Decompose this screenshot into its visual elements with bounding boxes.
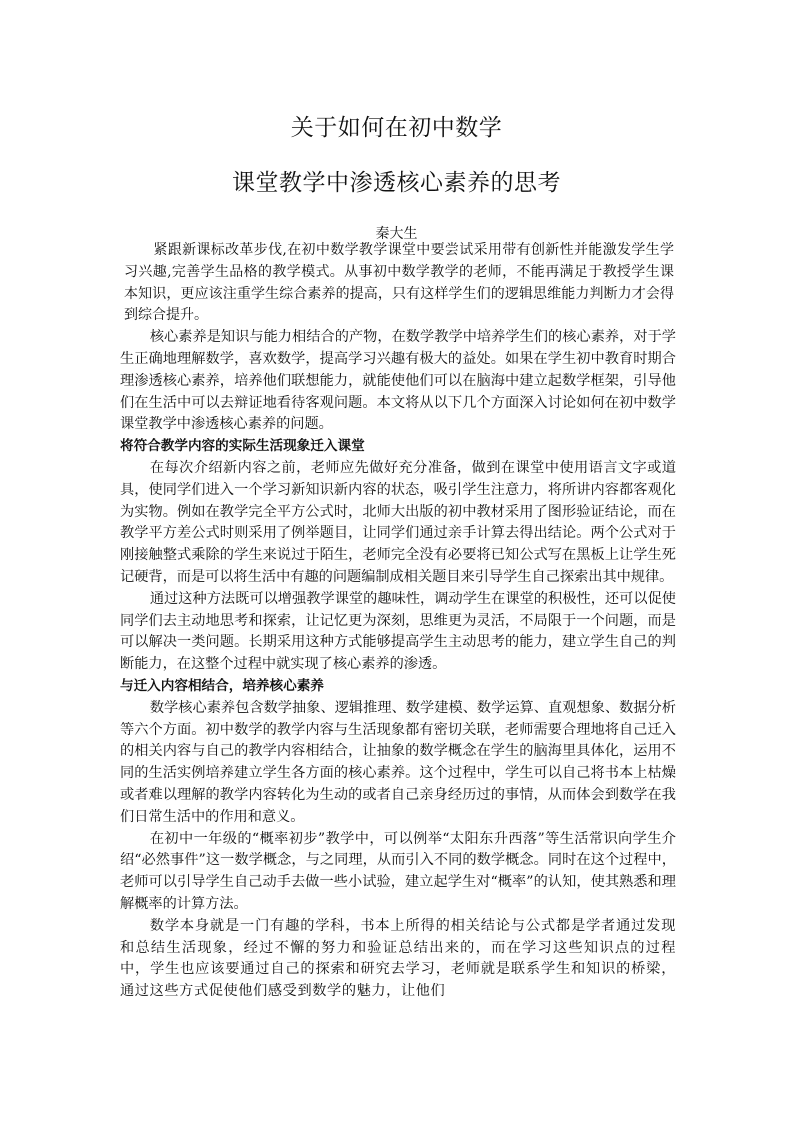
section-heading-1: 将符合教学内容的实际生活现象迁入课堂: [120, 438, 365, 455]
section-heading-2: 与迁入内容相结合，培养核心素养: [120, 677, 324, 694]
paragraph-core-literacy: 核心素养是知识与能力相结合的产物，在数学教学中培养学生们的核心素养，对于学生正确地理解数学，喜欢数学，提高学习兴趣有极大的益处。如果在学生初中教育时期合理渗透核心素养，培养他们联想能力，就能使他们可以在脑海中建立起数学框架，引导他们在生活中可以去辩证地看待客观问题。本文将从以下几个方面深入讨论如何在初中数学课堂教学中渗透核心素养的问题。: [120, 329, 676, 433]
paragraph-new-content: 在每次介绍新内容之前，老师应先做好充分准备，做到在课堂中使用语言文字或道具，使同学们进入一个学习新知识新内容的状态，吸引学生注意力，将所讲内容都客观化为实物。例如在教学完全平方公式时，北师大出版的初中教材采用了图形验证结论，而在教学平方差公式时则采用了例举题目，让同学们通过亲手计算去得出结论。两个公式对于刚接触整式乘除的学生来说过于陌生，老师完全没有必要将已知公式写在黑板上让学生死记硬背，而是可以将生活中有趣的问题编制成相关题目来引导学生自己探索出其中规律。: [120, 459, 676, 585]
paragraph-method-benefits: 通过这种方法既可以增强教学课堂的趣味性，调动学生在课堂的积极性，还可以促使同学们去主动地思考和探索，让记忆更为深刻，思维更为灵活，不局限于一个问题，而是可以解决一类问题。长期采用这种方式能够提高学生主动思考的能力，建立学生自己的判断能力，在这整个过程中就实现了核心素养的渗透。: [120, 590, 676, 673]
paragraph-six-aspects: 数学核心素养包含数学抽象、逻辑推理、数学建模、数学运算、直观想象、数据分析等六个方面。初中数学的教学内容与生活现象都有密切关联，老师需要合理地将自己迁入的相关内容与自己的教学内容相结合，让抽象的数学概念在学生的脑海里具体化，运用不同的生活实例培养建立学生各方面的核心素养。这个过程中，学生可以自己将书本上枯燥或者难以理解的教学内容转化为生动的或者自己亲身经历过的事情，从而体会到数学在我们日常生活中的作用和意义。: [120, 699, 676, 825]
document-title-line-2: 课堂教学中渗透核心素养的思考: [232, 170, 561, 196]
paragraph-probability-example: 在初中一年级的“概率初步”教学中，可以例举“太阳东升西落”等生活常识向学生介绍“必然事件”这一数学概念，与之同理，从而引入不同的数学概念。同时在这个过程中，老师可以引导学生自己动手去做一些小试验，建立起学生对“概率”的认知，使其熟悉和理解概率的计算方法。: [120, 830, 676, 912]
author-name: 秦大生: [375, 226, 418, 242]
paragraph-intro: 紧跟新课标改革步伐,在初中数学教学课堂中要尝试采用带有创新性并能激发学生学习兴趣,完善学生品格的教学模式。从事初中数学教学的老师，不能再满足于教授学生课本知识，更应该注重学生综合素养的提高，只有这样学生们的逻辑思维能力判断力才会得到综合提升。: [124, 242, 674, 324]
paragraph-math-interest: 数学本身就是一门有趣的学科，书本上所得的相关结论与公式都是学者通过发现和总结生活现象，经过不懈的努力和验证总结出来的，而在学习这些知识点的过程中，学生也应该要通过自己的探索和研究去学习，老师就是联系学生和知识的桥梁，通过这些方式促使他们感受到数学的魅力，让他们: [120, 917, 676, 1000]
document-title-line-1: 关于如何在初中数学: [290, 115, 503, 141]
document-body: [120, 240, 676, 1003]
